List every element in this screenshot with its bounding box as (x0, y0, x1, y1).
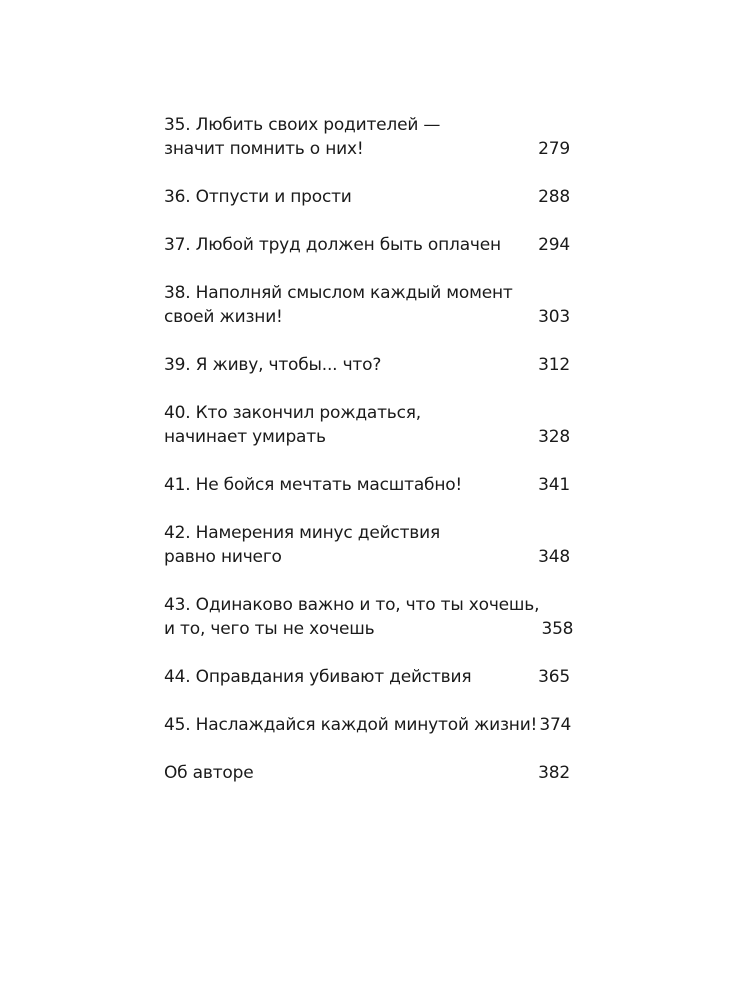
toc-entry-title-line: 45. Наслаждайся каждой минутой жизни! (164, 715, 538, 735)
toc-entry-title (164, 713, 537, 737)
toc-entry-page-number: 294 (538, 235, 570, 255)
toc-entry-title-line: своей жизни! (164, 307, 283, 327)
toc-entry-title-line: 44. Оправдания убивают действия (164, 667, 472, 687)
toc-entry (164, 233, 570, 257)
toc-entry-title-line: 37. Любой труд должен быть оплачен (164, 235, 501, 255)
table-of-contents (164, 113, 574, 809)
toc-entry-title-line: начинает умирать (164, 427, 326, 447)
toc-entry-page-number: 382 (538, 763, 570, 783)
toc-entry-title (164, 353, 536, 377)
toc-entry-page-number: 358 (541, 619, 574, 639)
toc-entry-page-number: 303 (538, 307, 570, 327)
toc-entry-title-line: 40. Кто закончил рождаться, (164, 403, 421, 423)
toc-entry-title (164, 233, 536, 257)
toc-entry (164, 113, 570, 161)
toc-entry (164, 281, 570, 329)
toc-entry (164, 665, 570, 689)
toc-entry-title (164, 593, 539, 641)
toc-entry-page-number: 279 (538, 139, 570, 159)
toc-entry (164, 473, 570, 497)
toc-entry-title-line: равно ничего (164, 547, 282, 567)
toc-entry-page-number: 288 (538, 187, 570, 207)
toc-entry-title-line: значит помнить о них! (164, 139, 364, 159)
toc-entry (164, 593, 574, 641)
toc-entry-page-number: 348 (538, 547, 570, 567)
toc-entry-title-line: 43. Одинаково важно и то, что ты хочешь, (164, 595, 540, 615)
toc-entry-title (164, 665, 536, 689)
toc-entry-page-number: 365 (538, 667, 570, 687)
toc-entry-about-author (164, 761, 570, 785)
toc-entry-page-number: 312 (538, 355, 570, 375)
toc-entry-title (164, 521, 536, 569)
toc-entry-title-line: и то, чего ты не хочешь (164, 619, 375, 639)
toc-entry (164, 521, 570, 569)
toc-entry-title (164, 761, 536, 785)
toc-entry-title-line: 42. Намерения минус действия (164, 523, 440, 543)
toc-entry (164, 713, 570, 737)
toc-entry (164, 185, 570, 209)
toc-entry-title (164, 185, 536, 209)
toc-entry-title (164, 473, 536, 497)
toc-entry-title (164, 113, 536, 161)
toc-entry-title-line: 35. Любить своих родителей — (164, 115, 441, 135)
toc-entry-page-number: 341 (538, 475, 570, 495)
toc-entry (164, 353, 570, 377)
toc-entry-title-line: 36. Отпусти и прости (164, 187, 352, 207)
toc-entry-title-line: Об авторе (164, 763, 254, 783)
toc-entry-title-line: 39. Я живу, чтобы... что? (164, 355, 382, 375)
toc-entry (164, 401, 570, 449)
toc-entry-title-line: 41. Не бойся мечтать масштабно! (164, 475, 463, 495)
toc-entry-page-number: 374 (539, 715, 572, 735)
toc-entry-title-line: 38. Наполняй смыслом каждый момент (164, 283, 513, 303)
toc-entry-title (164, 281, 536, 329)
toc-entry-title (164, 401, 536, 449)
toc-entry-page-number: 328 (538, 427, 570, 447)
